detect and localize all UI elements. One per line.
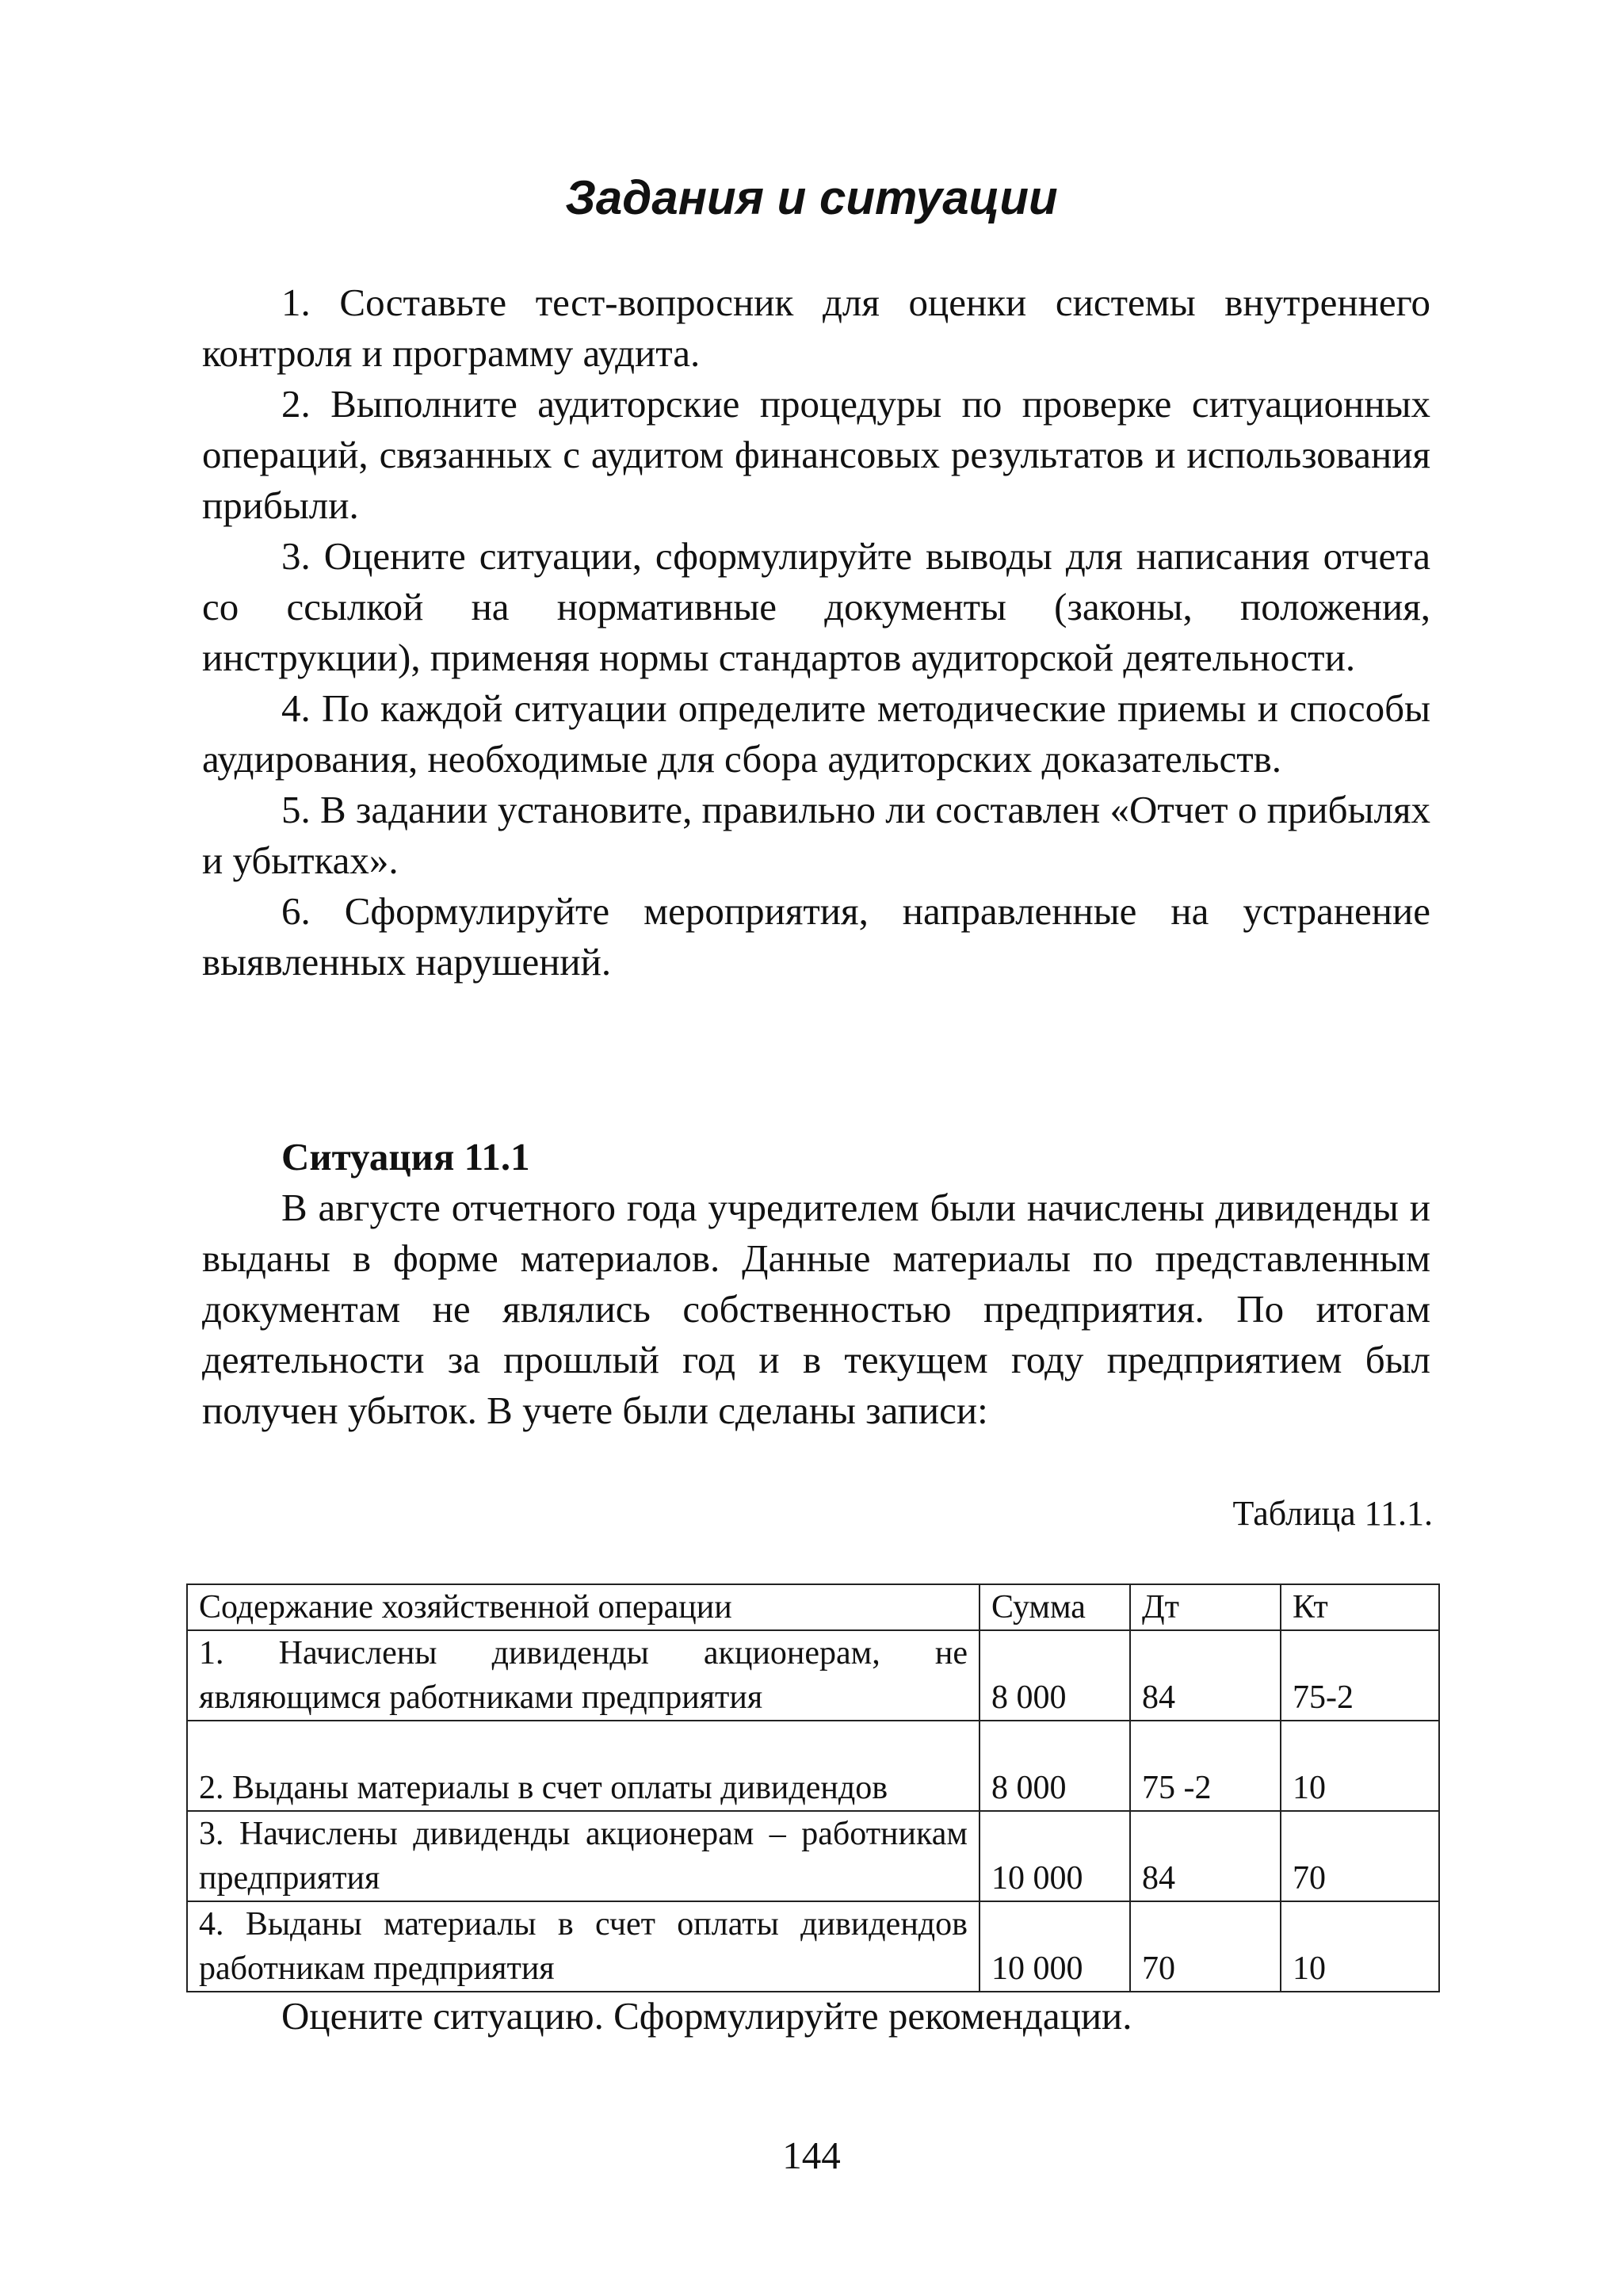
cell-operation: 1. Начислены дивиденды акционерам, не являющимся работниками предприятия — [187, 1630, 980, 1721]
task-item: 3. Оцените ситуации, сформулируйте выводы для написания отчета со ссылкой на нормативные документы (законы, положения, инструкции), применяя нормы стандартов аудиторской деятельности. — [202, 534, 1430, 679]
table-caption: Таблица 11.1. — [1232, 1494, 1433, 1533]
operations-table — [186, 1584, 1440, 1992]
task-item: 6. Сформулируйте мероприятия, направленные на устранение выявленных нарушений. — [202, 889, 1430, 984]
cell-debit: 84 — [1130, 1811, 1281, 1901]
header-credit: Кт — [1281, 1584, 1439, 1630]
header-debit: Дт — [1130, 1584, 1281, 1630]
cell-operation: 3. Начислены дивиденды акционерам – работникам предприятия — [187, 1811, 980, 1901]
header-amount: Сумма — [980, 1584, 1130, 1630]
cell-credit: 10 — [1281, 1901, 1439, 1992]
closing-instruction: Оцените ситуацию. Сформулируйте рекомендации. — [281, 1994, 1132, 2038]
table-row — [187, 1901, 1439, 1992]
task-item: 4. По каждой ситуации определите методические приемы и способы аудирования, необходимые для сбора аудиторских доказательств. — [202, 686, 1430, 781]
cell-credit: 10 — [1281, 1721, 1439, 1811]
cell-amount: 10 000 — [980, 1901, 1130, 1992]
table-row — [187, 1811, 1439, 1901]
task-item: 1. Составьте тест-вопросник для оценки системы внутреннего контроля и программу аудита. — [202, 281, 1430, 375]
table-row — [187, 1721, 1439, 1811]
page-number: 144 — [782, 2134, 841, 2177]
cell-operation: 4. Выданы материалы в счет оплаты дивидендов работникам предприятия — [187, 1901, 980, 1992]
cell-amount: 8 000 — [980, 1721, 1130, 1811]
cell-debit: 70 — [1130, 1901, 1281, 1992]
situation-title: Ситуация 11.1 — [281, 1135, 530, 1179]
task-item: 5. В задании установите, правильно ли составлен «Отчет о прибылях и убытках». — [202, 788, 1430, 882]
situation-text: В августе отчетного года учредителем были начислены дивиденды и выданы в форме материалов. Данные материалы по представленным документам не являлись собственностью предприятия. По итогам деятельности за прошлый год и в текущем году предприятием был получен убыток. В учете были сделаны записи: — [202, 1186, 1430, 1432]
cell-amount: 10 000 — [980, 1811, 1130, 1901]
cell-operation: 2. Выданы материалы в счет оплаты дивидендов — [187, 1721, 980, 1811]
header-operation: Содержание хозяйственной операции — [187, 1584, 980, 1630]
cell-credit: 75-2 — [1281, 1630, 1439, 1721]
task-item: 2. Выполните аудиторские процедуры по проверке ситуационных операций, связанных с аудитом финансовых результатов и использования прибыли. — [202, 382, 1430, 527]
cell-amount: 8 000 — [980, 1630, 1130, 1721]
task-list — [202, 277, 1430, 988]
table-row — [187, 1630, 1439, 1721]
situation-body — [202, 1182, 1430, 1436]
cell-debit: 84 — [1130, 1630, 1281, 1721]
table-header-row — [187, 1584, 1439, 1630]
cell-debit: 75 -2 — [1130, 1721, 1281, 1811]
cell-credit: 70 — [1281, 1811, 1439, 1901]
section-heading: Задания и ситуации — [565, 171, 1058, 224]
